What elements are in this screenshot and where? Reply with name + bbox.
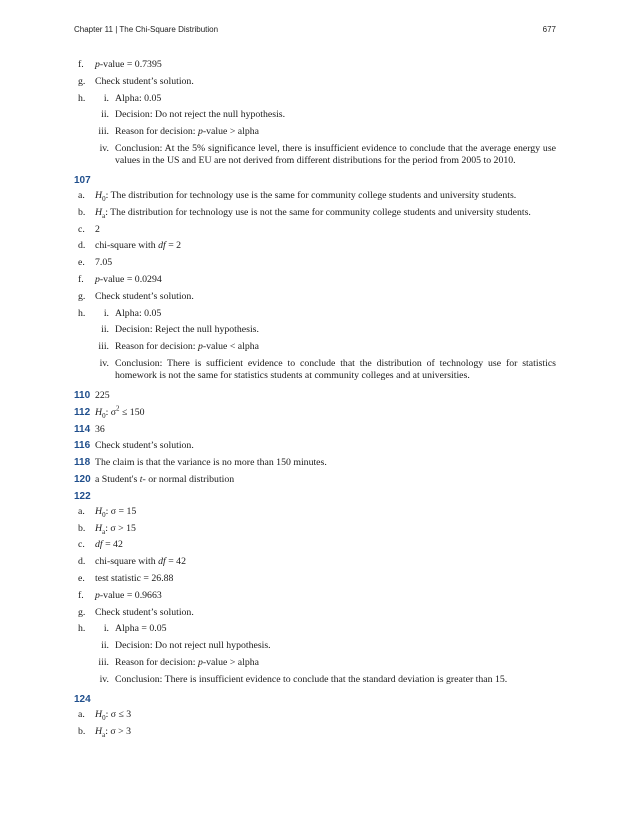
item-label: f. [78,589,84,601]
answer-item-h [74,308,556,382]
answer-114 [74,424,556,436]
answer-item-f [74,59,556,71]
answer-120 [74,474,556,486]
sub-item-iv [95,358,556,382]
question-number: 124 [74,693,91,705]
answer-text: - or normal distribution [142,473,235,485]
answer-text: 36 [95,423,105,435]
answer-item-f [74,274,556,286]
italic-df: df [158,556,166,568]
answer-text: The claim is that the variance is no more than 150 minutes. [95,457,327,469]
sub-item-text: Reason for decision: [115,656,198,668]
sub-item-text: Conclusion: There is sufficient evidence to conclude that the distribution of technology use for statistics homework is not the same for statistics students at community colleges and at universities. [115,357,556,381]
item-label: b. [78,522,86,534]
hypothesis-symbol: H [95,708,103,720]
item-text: chi-square with [95,556,159,568]
sub-item-iii [95,657,556,669]
question-number: 118 [74,457,91,469]
subscript: a [102,211,106,220]
sub-item-ii [95,109,556,121]
item-label: a. [78,505,85,517]
sub-item-text: Alpha: 0.05 [115,307,162,319]
question-heading-124 [74,694,556,706]
item-text: chi-square with [95,240,159,252]
item-label: a. [78,189,85,201]
sub-item-text: Conclusion: There is insufficient evidence to conclude that the standard deviation is greater than 15. [115,673,508,685]
running-header-chapter: Chapter 11 | The Chi-Square Distribution [74,25,219,34]
answer-item-b [74,726,556,738]
item-text: : σ ≤ 3 [105,708,132,720]
answer-item-f [74,590,556,602]
answer-item-g [74,607,556,619]
item-label: f. [78,59,84,70]
answer-116 [74,440,556,452]
italic-df: df [95,539,103,551]
subscript: a [102,527,106,536]
sub-item-iii [95,341,556,353]
sub-item-text: Decision: Reject the null hypothesis. [115,324,259,336]
italic-df: df [158,240,166,252]
answer-item-b [74,207,556,219]
sub-item-ii [95,324,556,336]
answer-item-h [74,623,556,685]
subscript: 0 [102,510,106,519]
italic-p: p [197,656,203,668]
italic-t: t [139,473,143,485]
sub-item-iv [95,143,556,167]
page-number: 677 [542,25,556,34]
item-text: test statistic = 26.88 [95,572,174,584]
item-label: h. [78,307,86,319]
answer-item-h [74,93,556,167]
item-label: d. [78,240,86,252]
italic-p: p [95,273,100,285]
answer-118 [74,457,556,469]
answer-item-a [74,709,556,721]
answer-item-g [74,291,556,303]
roman-numeral: ii. [101,109,109,121]
item-label: f. [78,273,84,285]
question-number: 112 [74,406,91,418]
sub-item-text: Decision: Do not reject the null hypothesis. [115,109,286,121]
roman-numeral: i. [103,307,109,319]
roman-numeral: ii. [101,324,109,336]
sub-item-ii [95,640,556,652]
sub-item-text: Alpha = 0.05 [115,623,167,635]
italic-p: p [197,341,203,353]
item-text: = 42 [165,556,186,568]
sub-item-iv [95,674,556,686]
answer-item-c [74,224,556,236]
item-label: e. [78,257,85,269]
subscript: 0 [102,713,106,722]
answer-item-e [74,573,556,585]
answer-text: : σ [105,406,117,418]
answer-text: 225 [95,389,110,401]
question-number: 116 [74,440,91,452]
answer-content [74,59,556,742]
item-label: c. [78,223,85,235]
item-label: e. [78,572,85,584]
item-text: Check student’s solution. [95,290,194,302]
item-label: b. [78,725,86,737]
answer-text: a Student's [95,473,140,485]
answer-text: Check student’s solution. [95,440,194,452]
sub-item-text: Conclusion: At the 5% significance level, there is insufficient evidence to conclude that the average energy use values in the US and EU are not derived from different distributions for the period from 2005 to 2010. [115,142,556,166]
item-label: b. [78,206,86,218]
answer-item-b [74,523,556,535]
superscript: 2 [116,404,120,413]
question-heading-107 [74,175,556,187]
sub-item-text: -value < alpha [202,341,260,353]
sub-item-i [95,308,556,320]
answer-item-d [74,556,556,568]
answer-item-g [74,76,556,88]
sub-item-iii [95,126,556,138]
sub-item-text: Decision: Do not reject null hypothesis. [115,640,271,652]
italic-p: p [95,589,100,601]
sub-item-i [95,93,556,105]
roman-numeral: i. [103,623,109,635]
question-number: 107 [74,174,91,186]
answer-item-a [74,190,556,202]
roman-numeral: iii. [98,126,109,138]
hypothesis-symbol: H [95,522,103,534]
sub-item-text: Reason for decision: [115,341,198,353]
item-text: : The distribution for technology use is the same for community college students and university students. [105,189,517,201]
question-heading-122 [74,491,556,503]
roman-numeral: ii. [101,640,109,652]
answer-text: ≤ 150 [119,406,145,418]
roman-numeral: iv. [99,142,109,154]
roman-numeral: iv. [99,357,109,369]
question-number: 114 [74,423,91,435]
roman-numeral: i. [103,92,109,104]
sub-item-i [95,623,556,635]
item-text: = 2 [165,240,182,252]
item-text: = 42 [102,539,123,551]
roman-numeral: iii. [98,656,109,668]
question-number: 122 [74,490,91,502]
item-label: h. [78,623,86,635]
answer-item-a [74,506,556,518]
item-text: -value = 0.9663 [99,589,162,601]
item-label: d. [78,556,86,568]
question-number: 110 [74,389,91,401]
item-label: c. [78,539,85,551]
item-text: 7.05 [95,257,113,269]
answer-item-e [74,257,556,269]
subscript: 0 [102,194,106,203]
sub-item-text: Reason for decision: [115,126,198,138]
item-label: g. [78,290,86,302]
subscript: 0 [102,411,106,420]
item-text: : σ = 15 [105,505,137,517]
hypothesis-symbol: H [95,206,103,218]
item-text: Check student’s solution. [95,75,194,87]
item-label: g. [78,606,86,618]
hypothesis-symbol: H [95,505,103,517]
sub-item-text: -value > alpha [202,126,260,138]
hypothesis-symbol: H [95,725,103,737]
hypothesis-symbol: H [95,189,103,201]
answer-110 [74,390,556,402]
subscript: a [102,730,106,739]
item-text: 2 [95,223,100,235]
item-text: -value = 0.7395 [99,59,162,70]
item-text: : σ > 15 [105,522,136,534]
answer-112 [74,404,556,420]
hypothesis-symbol: H [95,406,103,418]
item-label: g. [78,75,86,87]
item-label: h. [78,92,86,104]
answer-item-d [74,240,556,252]
sub-item-text: -value > alpha [202,656,260,668]
item-label: a. [78,708,85,720]
question-number: 120 [74,473,91,485]
item-text: Check student’s solution. [95,606,194,618]
item-text: -value = 0.0294 [99,273,162,285]
answer-item-c [74,539,556,551]
item-text: : σ > 3 [105,725,131,737]
item-text: : The distribution for technology use is not the same for community college students and university students. [105,206,531,218]
italic-p: p [95,59,100,70]
sub-item-text: Alpha: 0.05 [115,92,162,104]
roman-numeral: iv. [99,673,109,685]
italic-p: p [197,126,203,138]
roman-numeral: iii. [98,341,109,353]
